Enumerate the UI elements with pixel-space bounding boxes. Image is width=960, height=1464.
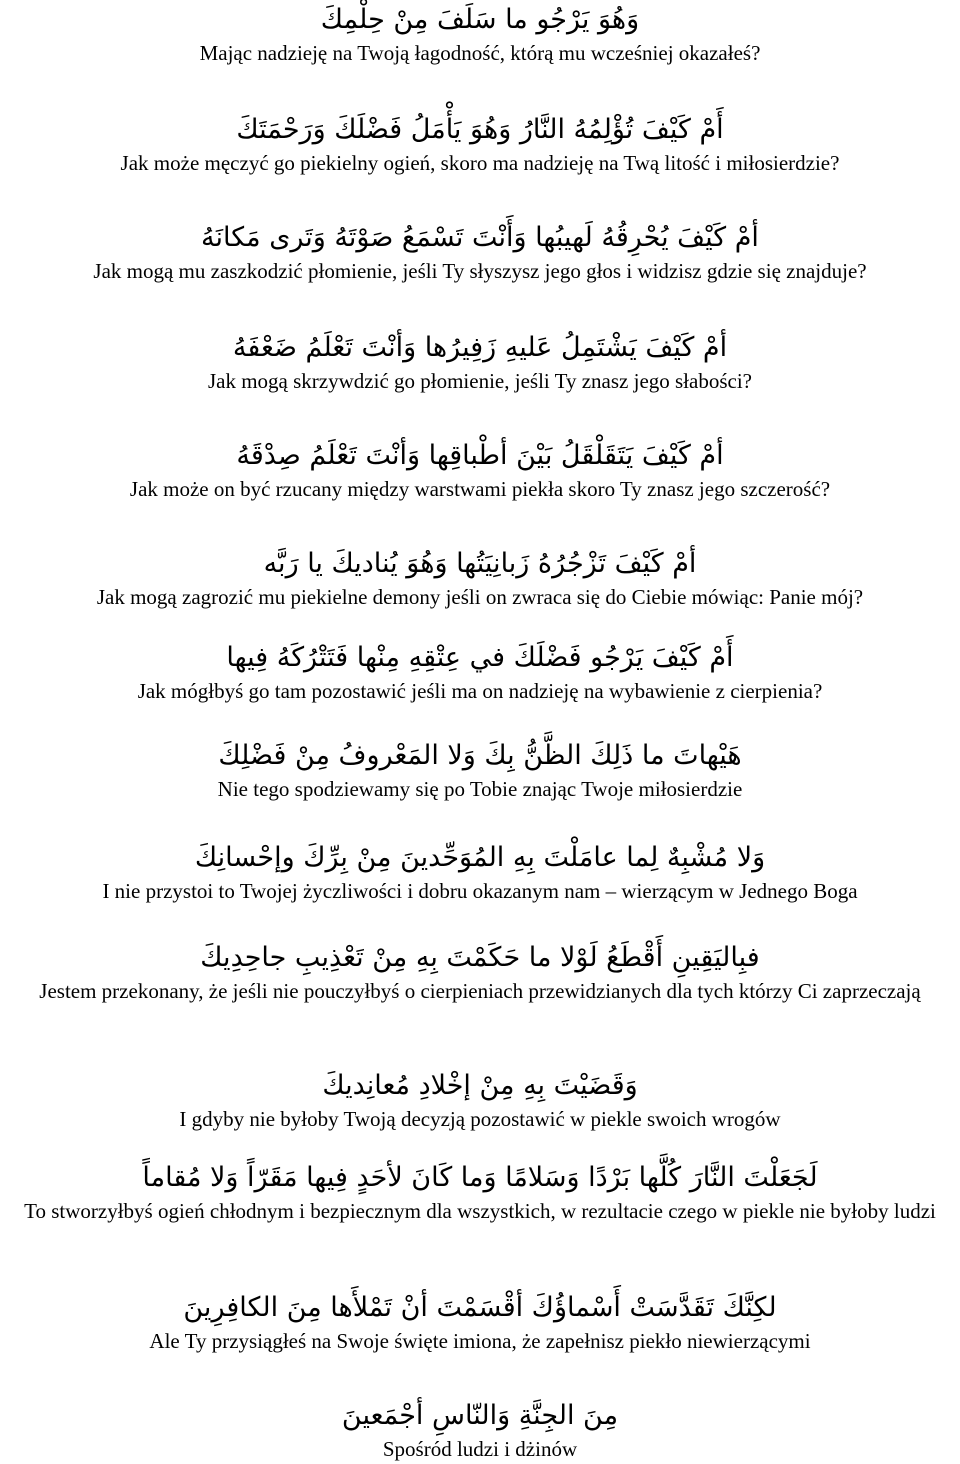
arabic-verse-text: أَمْ كَيْفَ يَرْجُو فَضْلَكَ في عِتْقِهِ مِنْها فَتَتْرُكَهُ فِيها [226,642,734,673]
verse-3 [0,220,960,286]
arabic-verse-text: فبِاليَقِينِ أَقْطَعُ لَوْلا ما حَكَمْتَ بِهِ مِنْ تَعْذِيبِ جاحِدِيكَ [200,942,760,973]
polish-translation: Jak może on być rzucany między warstwami piekła skoro Ty znasz jego szczerość? [129,477,831,501]
arabic-verse-text: أمْ كَيْفَ يَتَقَلْقَلُ بَيْنَ أطْباقِها وَأنْتَ تَعْلَمُ صِدْقَهُ [236,440,724,471]
polish-translation: Jak mogą zagrozić mu piekielne demony jeśli on zwraca się do Ciebie mówiąc: Panie mój? [96,585,864,609]
arabic-verse-text: أمْ كَيْفَ تَزْجُرُهُ زَبانِيَتُها وَهُوَ يُناديكَ يا رَبَّه [263,548,697,579]
verse-7 [0,640,960,706]
polish-translation: Jak mogą mu zaszkodzić płomienie, jeśli Ty słyszysz jego głos i widzisz gdzie się znajduje? [93,259,867,283]
arabic-verse-text: مِنَ الجِنَّةِ وَالنّاسِ أجْمَعينَ [341,1400,619,1431]
verse-10 [0,940,960,1006]
polish-translation: Jak mogą skrzywdzić go płomienie, jeśli Ty znasz jego słabości? [207,369,752,393]
verse-2 [0,112,960,178]
polish-translation: Jestem przekonany, że jeśli nie pouczyłbyś o cierpieniach przewidzianych dla tych którzy Ci zaprzeczają [39,979,921,1003]
arabic-verse-text: لكِنَّكَ تَقَدَّسَتْ أَسْماؤُكَ أقْسَمْتَ أنْ تَمْلأَها مِنَ الكافِرِينَ [183,1292,777,1323]
arabic-verse-text: لَجَعَلْتَ النَّارَ كُلَّها بَرْدًا وَسَلامًا وَما كَانَ لأحَدٍ فِيها مَقَرّاً وَلا مُقاماً [142,1162,818,1193]
arabic-verse-text: هَيْهاتَ ما ذَلِكَ الظَّنُّ بِكَ وَلا المَعْروفُ مِنْ فَضْلِكَ [218,740,742,771]
arabic-verse-text: أمْ كَيْفَ يَشْتَمِلُ عَليهِ زَفِيرُها وَأنْتَ تَعْلَمُ ضَعْفَهُ [232,332,728,363]
verse-1 [0,2,960,68]
verse-5 [0,438,960,504]
arabic-verse-text: أمْ كَيْفَ يُحْرِقُهُ لَهيبُها وَأَنْتَ تَسْمَعُ صَوْتَهُ وَتَرى مَكانَهُ [201,222,759,253]
polish-translation: Mając nadzieję na Twoją łagodność, którą mu wcześniej okazałeś? [199,41,761,65]
polish-translation: Nie tego spodziewamy się po Tobie znając Twoje miłosierdzie [217,777,743,801]
polish-translation: Jak może męczyć go piekielny ogień, skoro ma nadzieję na Twą litość i miłosierdzie? [120,151,840,175]
polish-translation: I nie przystoi to Twojej życzliwości i dobru okazanym nam – wierzącym w Jednego Boga [102,879,858,903]
polish-translation: To stworzyłbyś ogień chłodnym i bezpiecznym dla wszystkich, w rezultacie czego w piekle nie byłoby ludzi [24,1199,936,1223]
polish-translation: Jak mógłbyś go tam pozostawić jeśli ma on nadzieję na wybawienie z cierpienia? [137,679,823,703]
verse-6 [0,546,960,612]
arabic-verse-text: وَهُوَ يَرْجُو ما سَلَفَ مِنْ حِلْمِكَ [320,4,640,35]
verse-9 [0,840,960,906]
polish-translation: Ale Ty przysiągłeś na Swoje święte imiona, że zapełnisz piekło niewierzącymi [149,1329,811,1353]
arabic-verse-text: أَمْ كَيْفَ تُؤْلِمُهُ النَّارُ وَهُوَ يَأْمَلُ فَضْلَكَ وَرَحْمَتَكَ [236,114,724,145]
verse-12 [0,1160,960,1226]
verse-4 [0,330,960,396]
verse-14 [0,1398,960,1464]
verse-13 [0,1290,960,1356]
polish-translation: Spośród ludzi i dżinów [382,1437,578,1461]
polish-translation: I gdyby nie byłoby Twoją decyzją pozostawić w piekle swoich wrogów [179,1107,781,1131]
verse-8 [0,738,960,804]
arabic-verse-text: وَقَضَيْتَ بِهِ مِنْ إخْلادِ مُعانِديكَ [322,1070,638,1101]
arabic-verse-text: وَلا مُشْبِهٌ لِما عامَلْتَ بِهِ المُوَحِّدينَ مِنْ بِرِّكَ وإحْسانِكَ [194,842,766,873]
verse-11 [0,1068,960,1134]
